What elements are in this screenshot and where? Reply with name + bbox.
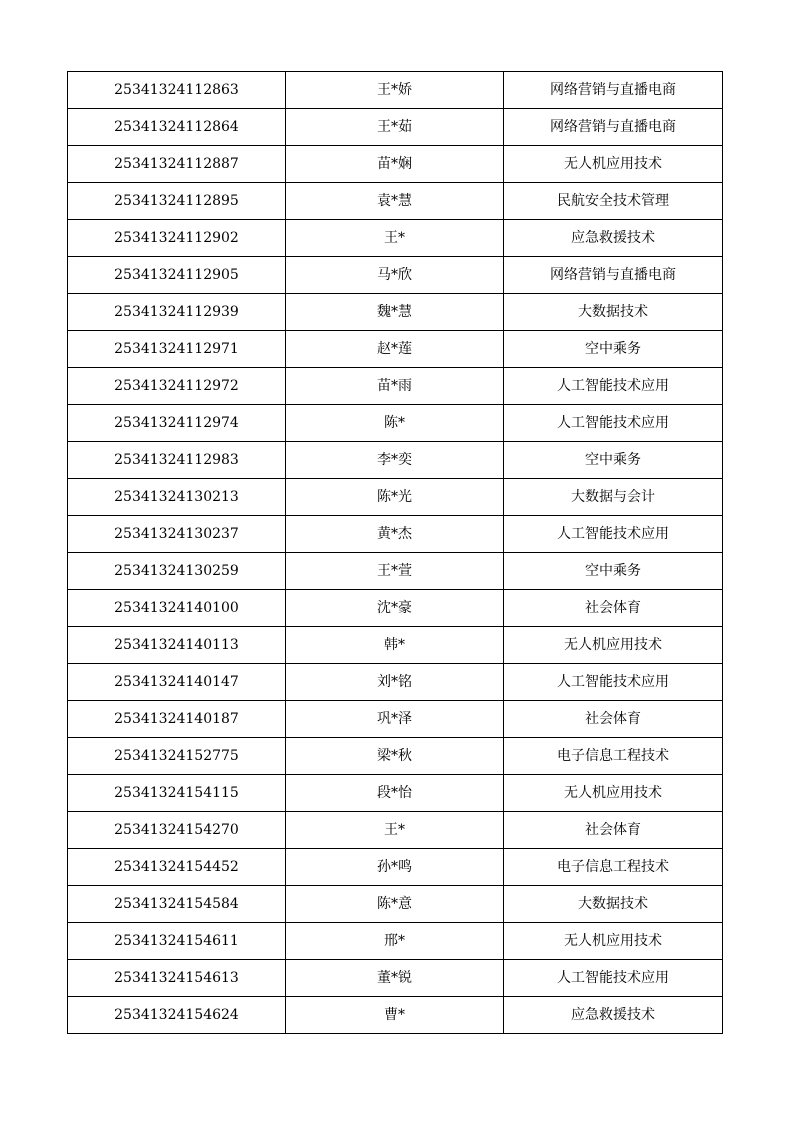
student-id-cell: 25341324112972 xyxy=(68,368,286,405)
table-row xyxy=(68,331,723,368)
student-id-cell: 25341324130213 xyxy=(68,479,286,516)
table-row xyxy=(68,220,723,257)
table-row xyxy=(68,479,723,516)
major-cell: 空中乘务 xyxy=(504,331,723,368)
document-page xyxy=(67,71,719,1034)
student-id-cell: 25341324112939 xyxy=(68,294,286,331)
major-cell: 人工智能技术应用 xyxy=(504,405,723,442)
student-name-cell: 苗*娴 xyxy=(286,146,504,183)
student-name-cell: 赵*莲 xyxy=(286,331,504,368)
major-cell: 应急救援技术 xyxy=(504,220,723,257)
student-id-cell: 25341324112887 xyxy=(68,146,286,183)
student-name-cell: 段*怡 xyxy=(286,775,504,812)
student-id-cell: 25341324112971 xyxy=(68,331,286,368)
major-cell: 社会体育 xyxy=(504,590,723,627)
roster-table xyxy=(67,71,723,1034)
table-row xyxy=(68,368,723,405)
student-id-cell: 25341324112974 xyxy=(68,405,286,442)
table-row xyxy=(68,109,723,146)
major-cell: 人工智能技术应用 xyxy=(504,368,723,405)
student-id-cell: 25341324112895 xyxy=(68,183,286,220)
student-name-cell: 巩*泽 xyxy=(286,701,504,738)
student-id-cell: 25341324112864 xyxy=(68,109,286,146)
student-name-cell: 李*奕 xyxy=(286,442,504,479)
student-name-cell: 梁*秋 xyxy=(286,738,504,775)
student-id-cell: 25341324154613 xyxy=(68,960,286,997)
student-name-cell: 王* xyxy=(286,220,504,257)
student-name-cell: 马*欣 xyxy=(286,257,504,294)
table-row xyxy=(68,664,723,701)
student-id-cell: 25341324112863 xyxy=(68,72,286,109)
major-cell: 电子信息工程技术 xyxy=(504,738,723,775)
student-id-cell: 25341324154624 xyxy=(68,997,286,1034)
major-cell: 网络营销与直播电商 xyxy=(504,72,723,109)
major-cell: 社会体育 xyxy=(504,812,723,849)
student-id-cell: 25341324152775 xyxy=(68,738,286,775)
student-name-cell: 陈*意 xyxy=(286,886,504,923)
major-cell: 无人机应用技术 xyxy=(504,627,723,664)
table-row xyxy=(68,183,723,220)
student-name-cell: 袁*慧 xyxy=(286,183,504,220)
student-id-cell: 25341324154584 xyxy=(68,886,286,923)
major-cell: 空中乘务 xyxy=(504,442,723,479)
student-name-cell: 苗*雨 xyxy=(286,368,504,405)
student-name-cell: 曹* xyxy=(286,997,504,1034)
major-cell: 社会体育 xyxy=(504,701,723,738)
table-row xyxy=(68,960,723,997)
student-name-cell: 王* xyxy=(286,812,504,849)
table-row xyxy=(68,72,723,109)
major-cell: 大数据与会计 xyxy=(504,479,723,516)
student-id-cell: 25341324140100 xyxy=(68,590,286,627)
table-row xyxy=(68,627,723,664)
table-row xyxy=(68,405,723,442)
major-cell: 无人机应用技术 xyxy=(504,923,723,960)
student-id-cell: 25341324154611 xyxy=(68,923,286,960)
table-row xyxy=(68,701,723,738)
student-name-cell: 王*娇 xyxy=(286,72,504,109)
student-name-cell: 陈* xyxy=(286,405,504,442)
table-row xyxy=(68,997,723,1034)
student-id-cell: 25341324154270 xyxy=(68,812,286,849)
student-name-cell: 王*茹 xyxy=(286,109,504,146)
student-id-cell: 25341324112902 xyxy=(68,220,286,257)
table-row xyxy=(68,738,723,775)
table-row xyxy=(68,257,723,294)
major-cell: 网络营销与直播电商 xyxy=(504,257,723,294)
student-name-cell: 董*锐 xyxy=(286,960,504,997)
table-row xyxy=(68,849,723,886)
student-id-cell: 25341324112983 xyxy=(68,442,286,479)
student-name-cell: 刘*铭 xyxy=(286,664,504,701)
major-cell: 网络营销与直播电商 xyxy=(504,109,723,146)
table-row xyxy=(68,590,723,627)
major-cell: 大数据技术 xyxy=(504,294,723,331)
student-name-cell: 孙*鸣 xyxy=(286,849,504,886)
table-row xyxy=(68,775,723,812)
table-row xyxy=(68,516,723,553)
major-cell: 无人机应用技术 xyxy=(504,775,723,812)
student-id-cell: 25341324154452 xyxy=(68,849,286,886)
major-cell: 电子信息工程技术 xyxy=(504,849,723,886)
student-name-cell: 陈*光 xyxy=(286,479,504,516)
student-name-cell: 魏*慧 xyxy=(286,294,504,331)
major-cell: 无人机应用技术 xyxy=(504,146,723,183)
major-cell: 人工智能技术应用 xyxy=(504,960,723,997)
student-id-cell: 25341324154115 xyxy=(68,775,286,812)
table-row xyxy=(68,294,723,331)
table-row xyxy=(68,812,723,849)
table-row xyxy=(68,553,723,590)
student-id-cell: 25341324130259 xyxy=(68,553,286,590)
student-id-cell: 25341324130237 xyxy=(68,516,286,553)
student-id-cell: 25341324140147 xyxy=(68,664,286,701)
table-row xyxy=(68,923,723,960)
student-name-cell: 沈*豪 xyxy=(286,590,504,627)
student-name-cell: 黄*杰 xyxy=(286,516,504,553)
major-cell: 人工智能技术应用 xyxy=(504,664,723,701)
major-cell: 大数据技术 xyxy=(504,886,723,923)
table-row xyxy=(68,146,723,183)
roster-table-body xyxy=(68,72,723,1034)
student-id-cell: 25341324112905 xyxy=(68,257,286,294)
student-id-cell: 25341324140113 xyxy=(68,627,286,664)
table-row xyxy=(68,886,723,923)
student-name-cell: 邢* xyxy=(286,923,504,960)
table-row xyxy=(68,442,723,479)
student-id-cell: 25341324140187 xyxy=(68,701,286,738)
major-cell: 应急救援技术 xyxy=(504,997,723,1034)
major-cell: 人工智能技术应用 xyxy=(504,516,723,553)
major-cell: 民航安全技术管理 xyxy=(504,183,723,220)
major-cell: 空中乘务 xyxy=(504,553,723,590)
student-name-cell: 王*萱 xyxy=(286,553,504,590)
student-name-cell: 韩* xyxy=(286,627,504,664)
